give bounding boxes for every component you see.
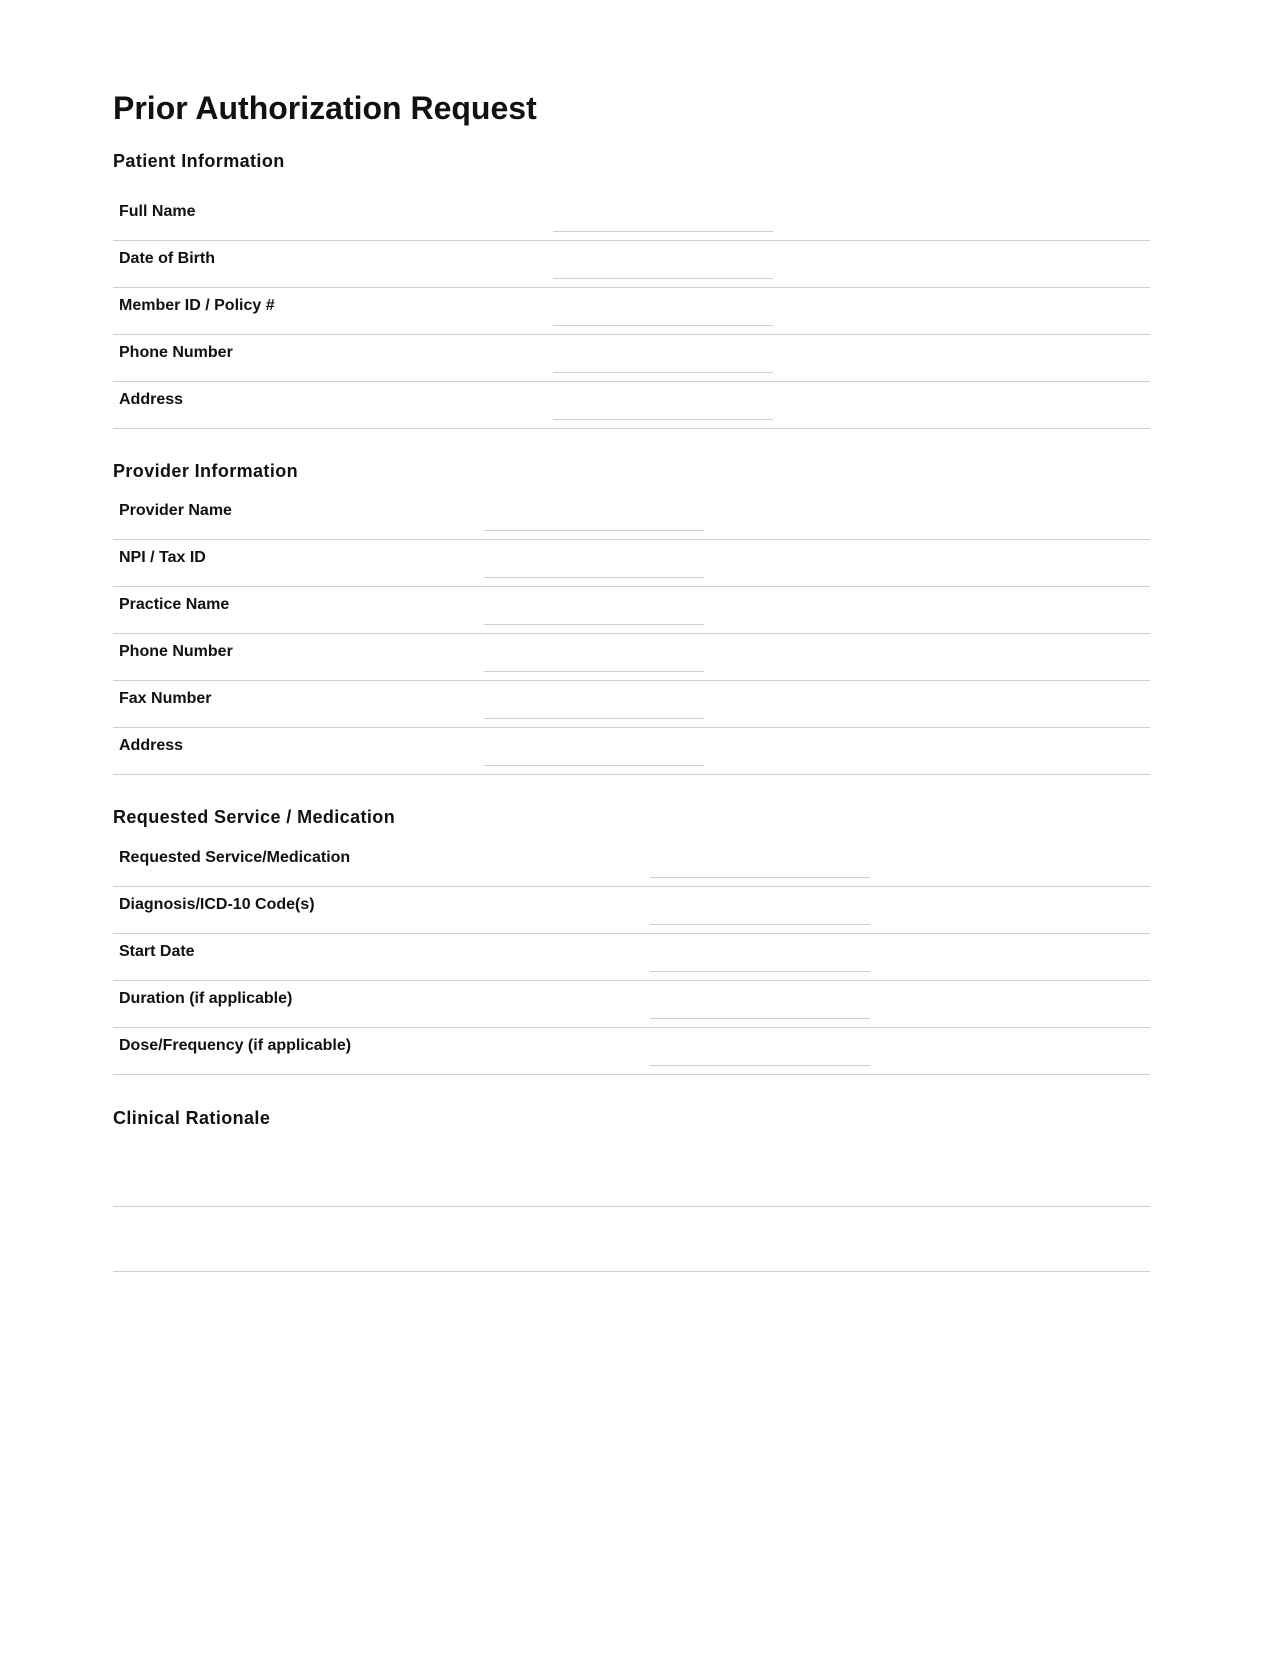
form-row (113, 241, 1150, 288)
service-dose-frequency-if-applicable-input[interactable] (650, 1041, 870, 1066)
rationale-line[interactable] (113, 1207, 1150, 1272)
provider-fax-number-input[interactable] (484, 694, 704, 719)
field-label: Address (119, 737, 184, 754)
field-label: Requested Service/Medication (119, 849, 351, 866)
provider-phone-number-input[interactable] (484, 647, 704, 672)
form-row (113, 934, 1150, 981)
field-label: Phone Number (119, 344, 233, 361)
form-row (113, 1028, 1150, 1075)
form-row (113, 540, 1150, 587)
patient-date-of-birth-input[interactable] (553, 254, 773, 279)
form-row (113, 587, 1150, 634)
form-row (113, 728, 1150, 775)
field-label: Member ID / Policy # (119, 297, 275, 314)
patient-full-name-input[interactable] (553, 207, 773, 232)
field-label: Diagnosis/ICD-10 Code(s) (119, 896, 315, 913)
section-heading-clinical: Clinical Rationale (113, 1108, 271, 1128)
field-label: Full Name (119, 203, 196, 220)
field-label: Phone Number (119, 643, 233, 660)
field-label: Start Date (119, 943, 195, 960)
provider-practice-name-input[interactable] (484, 600, 704, 625)
patient-member-id-policy-input[interactable] (553, 301, 773, 326)
service-diagnosis-icd-10-code-s-input[interactable] (650, 900, 870, 925)
form-row (113, 288, 1150, 335)
form-row (113, 887, 1150, 934)
provider-address-input[interactable] (484, 741, 704, 766)
field-label: Provider Name (119, 502, 232, 519)
clinical-rationale-field[interactable] (113, 1142, 1150, 1272)
field-label: Duration (if applicable) (119, 990, 293, 1007)
service-requested-service-medication-input[interactable] (650, 853, 870, 878)
form-row (113, 382, 1150, 429)
form-row (113, 335, 1150, 382)
form-row (113, 634, 1150, 681)
provider-fields (113, 493, 1150, 775)
service-duration-if-applicable-input[interactable] (650, 994, 870, 1019)
patient-phone-number-input[interactable] (553, 348, 773, 373)
field-label: Practice Name (119, 596, 230, 613)
field-label: Fax Number (119, 690, 212, 707)
form-row (113, 681, 1150, 728)
patient-address-input[interactable] (553, 395, 773, 420)
form-row (113, 840, 1150, 887)
patient-fields (113, 194, 1150, 429)
form-row (113, 493, 1150, 540)
provider-npi-tax-id-input[interactable] (484, 553, 704, 578)
service-fields (113, 840, 1150, 1075)
provider-provider-name-input[interactable] (484, 506, 704, 531)
rationale-line[interactable] (113, 1142, 1150, 1207)
field-label: Date of Birth (119, 250, 215, 267)
form-row (113, 981, 1150, 1028)
field-label: Address (119, 391, 184, 408)
field-label: NPI / Tax ID (119, 549, 206, 566)
service-start-date-input[interactable] (650, 947, 870, 972)
form-row (113, 194, 1150, 241)
field-label: Dose/Frequency (if applicable) (119, 1037, 352, 1054)
section-heading-provider: Provider Information (113, 461, 299, 481)
section-heading-service: Requested Service / Medication (113, 807, 396, 827)
page-title: Prior Authorization Request (113, 90, 537, 126)
section-heading-patient: Patient Information (113, 151, 285, 171)
